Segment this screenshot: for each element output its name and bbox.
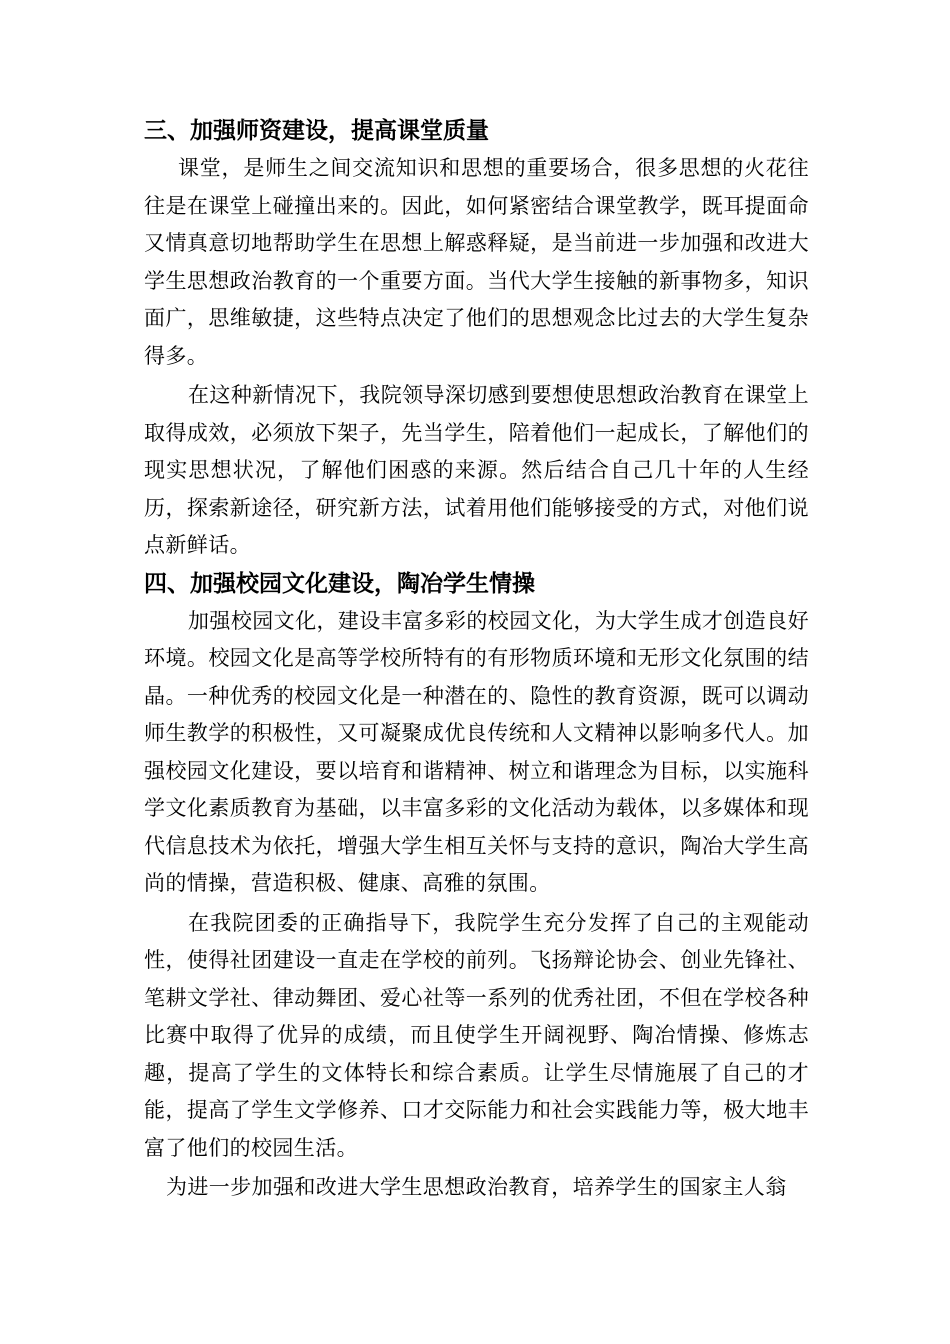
body-paragraph: 加强校园文化，建设丰富多彩的校园文化，为大学生成才创造良好环境。校园文化是高等学校所特有的有形物质环境和无形文化氛围的结晶。一种优秀的校园文化是一种潜在的、隐性的教育资源，既可以调动师生教学的积极性，又可凝聚成优良传统和人文精神以影响多代人。加强校园文化建设，要以培育和谐精神、树立和谐理念为目标，以实施科学文化素质教育为基础，以丰富多彩的文化活动为载体，以多媒体和现代信息技术为依托，增强大学生相互关怀与支持的意识，陶冶大学生高尚的情操，营造积极、健康、高雅的氛围。 bbox=[144, 608, 809, 895]
body-paragraph: 在我院团委的正确指导下，我院学生充分发挥了自己的主观能动性，使得社团建设一直走在学校的前列。飞扬辩论协会、创业先锋社、笔耕文学社、律动舞团、爱心社等一系列的优秀社团，不但在学校各种比赛中取得了优异的成绩，而且使学生开阔视野、陶冶情操、修炼志趣，提高了学生的文体特长和综合素质。让学生尽情施展了自己的才能，提高了学生文学修养、口才交际能力和社会实践能力等，极大地丰富了他们的校园生活。 bbox=[144, 910, 809, 1160]
body-paragraph: 在这种新情况下，我院领导深切感到要想使思想政治教育在课堂上取得成效，必须放下架子，先当学生，陪着他们一起成长，了解他们的现实思想状况，了解他们困惑的来源。然后结合自己几十年的人生经历，探索新途径，研究新方法，试着用他们能够接受的方式，对他们说点新鲜话。 bbox=[144, 383, 809, 557]
section-heading-3: 三、加强师资建设，提高课堂质量 bbox=[144, 118, 489, 144]
document-body bbox=[144, 112, 809, 1207]
body-paragraph: 课堂，是师生之间交流知识和思想的重要场合，很多思想的火花往往是在课堂上碰撞出来的。因此，如何紧密结合课堂教学，既耳提面命又情真意切地帮助学生在思想上解惑释疑，是当前进一步加强和改进大学生思想政治教育的一个重要方面。当代大学生接触的新事物多，知识面广，思维敏捷，这些特点决定了他们的思想观念比过去的大学生复杂得多。 bbox=[144, 156, 809, 368]
section-heading-4: 四、加强校园文化建设，陶冶学生情操 bbox=[144, 570, 535, 597]
body-paragraph: 为进一步加强和改进大学生思想政治教育，培养学生的国家主人翁 bbox=[166, 1175, 787, 1199]
